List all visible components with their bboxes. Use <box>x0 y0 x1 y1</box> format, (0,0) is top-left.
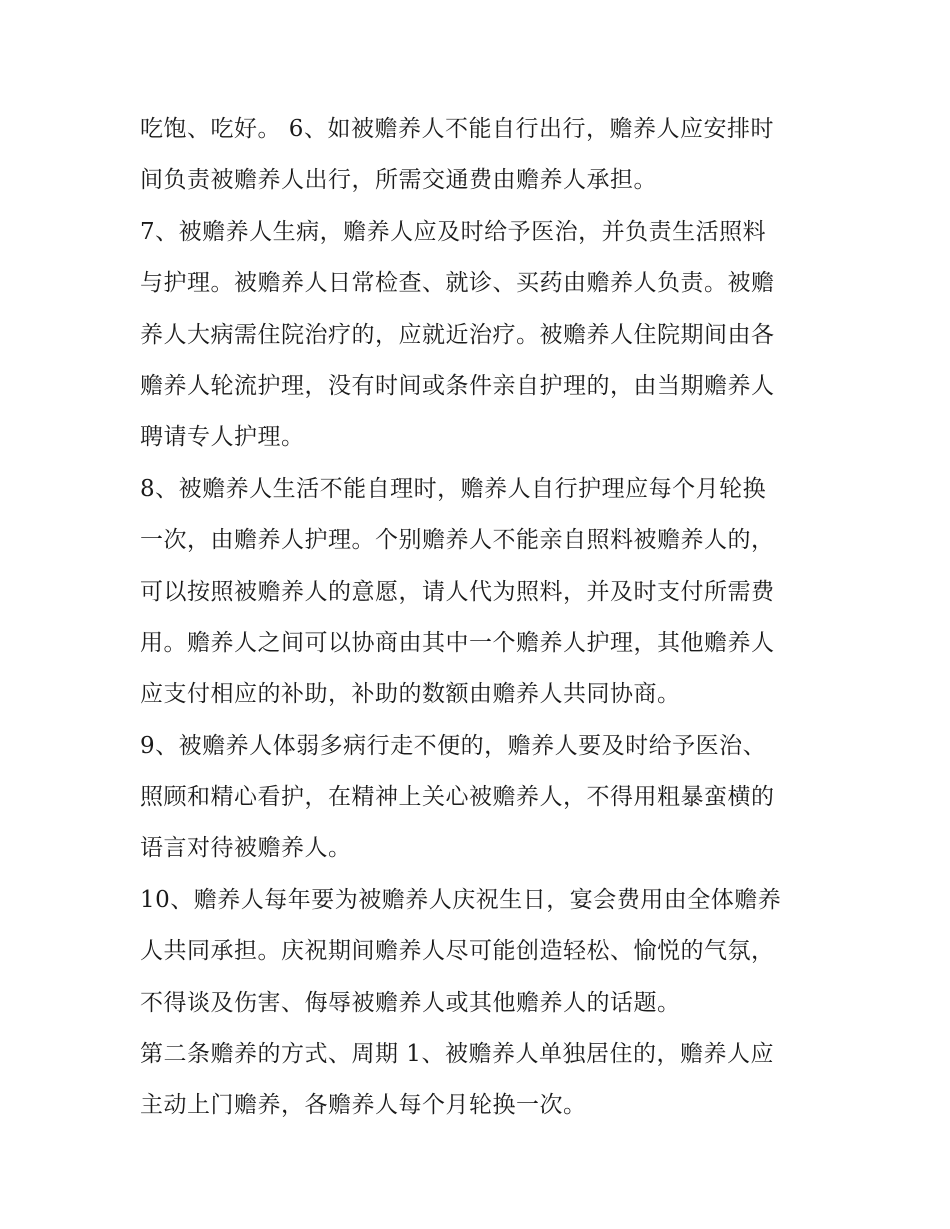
text-line: 赡养人轮流护理，没有时间或条件亲自护理的，由当期赡养人 <box>140 372 775 399</box>
text-line: 一次，由赡养人护理。个别赡养人不能亲自照料被赡养人的， <box>140 527 775 554</box>
text-line: 不得谈及伤害、侮辱被赡养人或其他赡养人的话题。 <box>140 989 681 1016</box>
text-line: 养人大病需住院治疗的，应就近治疗。被赡养人住院期间由各 <box>140 321 775 348</box>
text-line: 应支付相应的补助，补助的数额由赡养人共同协商。 <box>140 681 681 708</box>
paragraph-item-6-continued <box>140 104 820 207</box>
text-line: 可以按照被赡养人的意愿，请人代为照料，并及时支付所需费 <box>140 578 775 605</box>
text-line: 人共同承担。庆祝期间赡养人尽可能创造轻松、愉悦的气氛， <box>140 938 775 965</box>
text-line: 与护理。被赡养人日常检查、就诊、买药由赡养人负责。被赡 <box>140 270 775 297</box>
text-line: 7、被赡养人生病，赡养人应及时给予医治，并负责生活照料 <box>140 218 767 245</box>
text-line: 10、赡养人每年要为被赡养人庆祝生日，宴会费用由全体赡养 <box>140 886 782 913</box>
paragraph-item-8 <box>140 464 820 721</box>
text-line: 8、被赡养人生活不能自理时，赡养人自行护理应每个月轮换 <box>140 475 767 502</box>
text-line: 用。赡养人之间可以协商由其中一个赡养人护理，其他赡养人 <box>140 629 775 656</box>
text-line: 主动上门赡养，各赡养人每个月轮换一次。 <box>140 1092 587 1119</box>
paragraph-item-10 <box>140 875 820 1029</box>
text-line: 吃饱、吃好。 6、如被赡养人不能自行出行，赡养人应安排时 <box>140 116 774 142</box>
text-line: 第二条赡养的方式、周期 1、被赡养人单独居住的，赡养人应 <box>140 1041 774 1068</box>
text-line: 聘请专人护理。 <box>140 424 305 451</box>
text-line: 间负责被赡养人出行，所需交通费由赡养人承担。 <box>140 167 657 194</box>
paragraph-item-7 <box>140 207 820 464</box>
text-line: 9、被赡养人体弱多病行走不便的，赡养人要及时给予医治、 <box>140 732 767 759</box>
document-body <box>140 104 820 1132</box>
paragraph-item-9 <box>140 721 820 875</box>
text-line: 语言对待被赡养人。 <box>140 835 352 862</box>
paragraph-article-2 <box>140 1029 820 1132</box>
text-line: 照顾和精心看护，在精神上关心被赡养人，不得用粗暴蛮横的 <box>140 784 775 811</box>
